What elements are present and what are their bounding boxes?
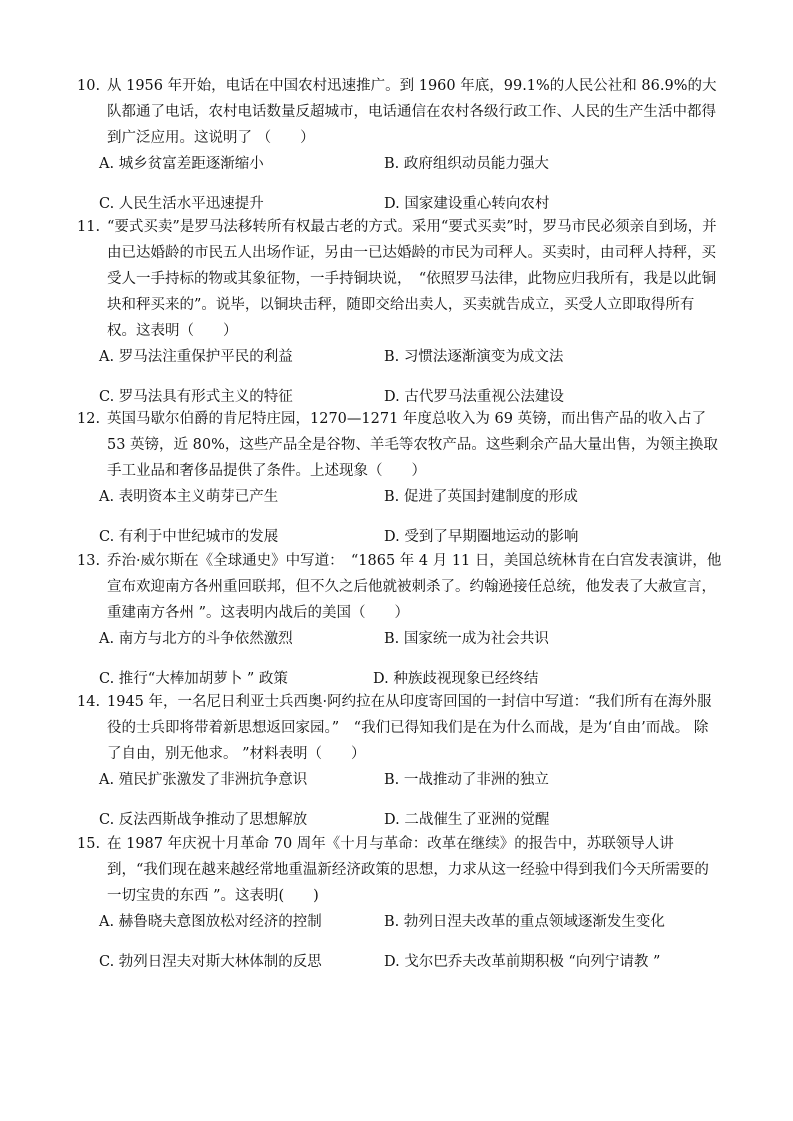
option-c[interactable]: C. 罗马法具有形式主义的特征 <box>99 389 293 405</box>
option-d[interactable]: D. 种族歧视现象已经终结 <box>373 671 539 687</box>
option-a[interactable]: A. 赫鲁晓夫意图放松对经济的控制 <box>99 914 322 930</box>
question-stem <box>77 406 722 484</box>
option-d[interactable]: D. 戈尔巴乔夫改革前期积极 “向列宁请教 ” <box>384 954 661 970</box>
question-stem <box>77 214 722 344</box>
question-number: 14. <box>77 694 101 710</box>
question-14 <box>77 689 722 833</box>
options <box>99 344 722 410</box>
option-d[interactable]: D. 二战催生了亚洲的觉醒 <box>384 812 550 828</box>
question-stem <box>77 831 722 909</box>
question-text: 英国马歇尔伯爵的肯尼特庄园，1270—1271 年度总收入为 69 英镑，而出售产品的收入占了 53 英镑，近 80%，这些产品全是谷物、羊毛等农牧产品。这些剩余产品大量出售，为领主换取手工业品和奢侈品提供了条件。上述现象（ ） <box>107 411 718 479</box>
question-number: 15. <box>77 836 101 852</box>
option-a[interactable]: A. 南方与北方的斗争依然激烈 <box>99 631 293 647</box>
options <box>99 626 722 692</box>
option-d[interactable]: D. 受到了早期圈地运动的影响 <box>384 529 579 545</box>
option-d[interactable]: D. 国家建设重心转向农村 <box>384 196 550 212</box>
option-b[interactable]: B. 习惯法逐渐演变为成文法 <box>384 349 564 365</box>
options <box>99 484 722 550</box>
question-11 <box>77 214 722 410</box>
option-c[interactable]: C. 推行“大棒加胡萝卜 ” 政策 <box>99 671 288 687</box>
question-number: 12. <box>77 411 101 427</box>
question-15 <box>77 831 722 975</box>
question-text: “要式买卖”是罗马法移转所有权最古老的方式。采用“要式买卖”时，罗马市民必须亲自到场，并由已达婚龄的市民五人出场作证，另由一已达婚龄的市民为司秤人。买卖时，由司秤人持秤，买受人一手持标的物或其象征物，一手持铜块说， “依照罗马法律，此物应归我所有，我是以此铜块和秤买来的”。说毕，以铜块击秤，随即交给出卖人，买卖就告成立，买受人立即取得所有权。这表明（ ） <box>107 219 717 339</box>
option-a[interactable]: A. 城乡贫富差距逐渐缩小 <box>99 156 264 172</box>
options <box>99 909 722 975</box>
question-stem <box>77 73 722 151</box>
question-stem <box>77 548 722 626</box>
options <box>99 767 722 833</box>
option-b[interactable]: B. 一战推动了非洲的独立 <box>384 772 549 788</box>
option-a[interactable]: A. 罗马法注重保护平民的利益 <box>99 349 293 365</box>
option-c[interactable]: C. 人民生活水平迅速提升 <box>99 196 264 212</box>
question-number: 11. <box>77 219 101 235</box>
question-text: 1945 年，一名尼日利亚士兵西奥·阿约拉在从印度寄回国的一封信中写道：“我们所有在海外服役的士兵即将带着新思想返回家园。” “我们已得知我们是在为什么而战，是为‘自由’而战。 除了自由，别无他求。 ”材料表明（ ） <box>107 694 712 762</box>
question-text: 从 1956 年开始，电话在中国农村迅速推广。到 1960 年底，99.1%的人民公社和 86.9%的大队都通了电话，农村电话数量反超城市，电话通信在农村各级行政工作、人民的生产生活中都得到广泛应用。这说明了 （ ） <box>107 78 717 146</box>
option-a[interactable]: A. 殖民扩张激发了非洲抗争意识 <box>99 772 308 788</box>
option-c[interactable]: C. 勃列日涅夫对斯大林体制的反思 <box>99 954 322 970</box>
option-d[interactable]: D. 古代罗马法重视公法建设 <box>384 389 564 405</box>
question-12 <box>77 406 722 550</box>
question-number: 13. <box>77 553 101 569</box>
question-number: 10. <box>77 78 101 94</box>
option-b[interactable]: B. 勃列日涅夫改革的重点领域逐渐发生变化 <box>384 914 665 930</box>
option-c[interactable]: C. 反法西斯战争推动了思想解放 <box>99 812 308 828</box>
question-text: 乔治·威尔斯在《全球通史》中写道： “1865 年 4 月 11 日，美国总统林肯在白宫发表演讲，他宣布欢迎南方各州重回联邦，但不久之后他就被刺杀了。约翰逊接任总统，他发表了大赦宣言，重建南方各州 ”。这表明内战后的美国（ ） <box>107 553 722 621</box>
question-10 <box>77 73 722 217</box>
option-b[interactable]: B. 促进了英国封建制度的形成 <box>384 489 578 505</box>
question-13 <box>77 548 722 692</box>
question-text: 在 1987 年庆祝十月革命 70 周年《十月与革命：改革在继续》的报告中，苏联领导人讲到，“我们现在越来越经常地重温新经济政策的思想，力求从这一经验中得到我们今天所需要的一切宝贵的东西 ”。这表明( ) <box>107 836 709 904</box>
options <box>99 151 722 217</box>
option-b[interactable]: B. 国家统一成为社会共识 <box>384 631 549 647</box>
question-stem <box>77 689 722 767</box>
option-c[interactable]: C. 有利于中世纪城市的发展 <box>99 529 279 545</box>
option-b[interactable]: B. 政府组织动员能力强大 <box>384 156 549 172</box>
option-a[interactable]: A. 表明资本主义萌芽已产生 <box>99 489 279 505</box>
